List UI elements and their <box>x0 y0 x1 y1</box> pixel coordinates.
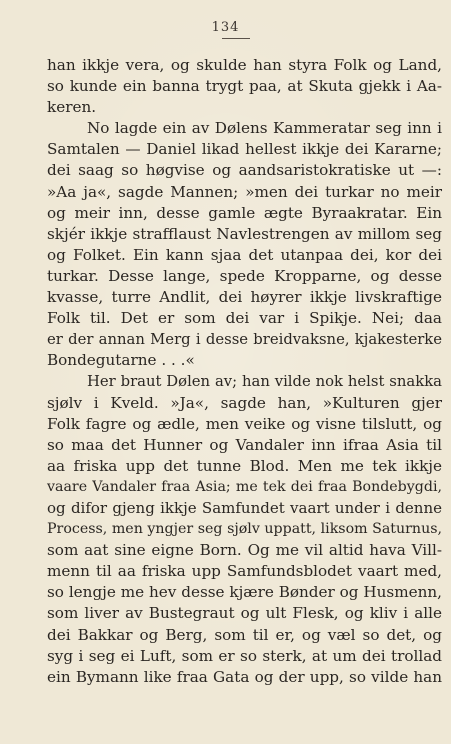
text-line: turkar. Desse lange, spede Kropparne, og desse <box>47 266 442 285</box>
text-line: vaare Vandaler fraa Asia; me tek dei fraa Bondebygdi, <box>47 478 442 495</box>
text-line: og difor gjeng ikkje Samfundet vaart under i denne <box>47 498 442 517</box>
text-line: so maa det Hunner og Vandaler inn ifraa Asia til <box>47 435 442 454</box>
page-number-rule <box>222 38 250 39</box>
text-line: aa friska upp det tunne Blod. Men me tek ikkje <box>47 456 442 475</box>
text-line: No lagde ein av Dølens Kammeratar seg inn i <box>87 119 442 138</box>
text-line: er der annan Merg i desse breidvaksne, kjakesterke <box>47 331 442 349</box>
text-line: Bondegutarne . . .« <box>47 351 195 370</box>
text-line: som aat sine eigne Born. Og me vil altid hava Vill- <box>47 541 442 560</box>
text-line: syg i seg ei Luft, som er so sterk, at um dei trollad <box>47 646 442 665</box>
text-line: so lengje me hev desse kjære Bønder og Husmenn, <box>47 583 442 602</box>
text-line: som liver av Bustegraut og ult Flesk, og kliv i alle <box>47 604 442 623</box>
page-number: 134 <box>211 20 240 35</box>
body-text <box>47 55 442 688</box>
text-line: »Aa ja«, sagde Mannen; »men dei turkar no meir <box>47 182 442 201</box>
text-line: Process, men yngjer seg sjølv uppatt, liksom Saturnus, <box>47 521 442 538</box>
text-line: han ikkje vera, og skulde han styra Folk og Land, <box>47 56 442 74</box>
text-line: Folk til. Det er som dei var i Spikje. Nei; daa <box>47 309 442 328</box>
text-line: Her braut Dølen av; han vilde nok helst snakka <box>87 373 442 391</box>
text-line: so kunde ein banna trygt paa, at Skuta gjekk i Aa- <box>47 77 442 96</box>
text-line: keren. <box>47 98 97 117</box>
text-line: og meir inn, desse gamle ægte Byraakratar. Ein <box>47 203 442 222</box>
text-line: sjølv i Kveld. »Ja«, sagde han, »Kulturen gjer <box>47 393 442 412</box>
text-line: og Folket. Ein kann sjaa det utanpaa dei, kor dei <box>47 245 442 264</box>
text-line: menn til aa friska upp Samfundsblodet vaart med, <box>47 562 442 581</box>
text-line: dei saag so høgvise og aandsaristokratiske ut —: <box>47 161 442 180</box>
text-line: Folk fagre og ædle, men veike og visne tilslutt, og <box>47 414 442 433</box>
text-line: dei Bakkar og Berg, som til er, og væl so det, og <box>47 625 442 644</box>
text-line: ein Bymann like fraa Gata og der upp, so vilde han <box>47 667 442 686</box>
text-line: Samtalen — Daniel likad hellest ikkje dei Kararne; <box>47 140 442 159</box>
text-line: skjér ikkje strafflaust Navlestrengen av millom seg <box>47 224 442 243</box>
text-line: kvasse, turre Andlit, dei høyrer ikkje livskraftige <box>47 288 442 307</box>
